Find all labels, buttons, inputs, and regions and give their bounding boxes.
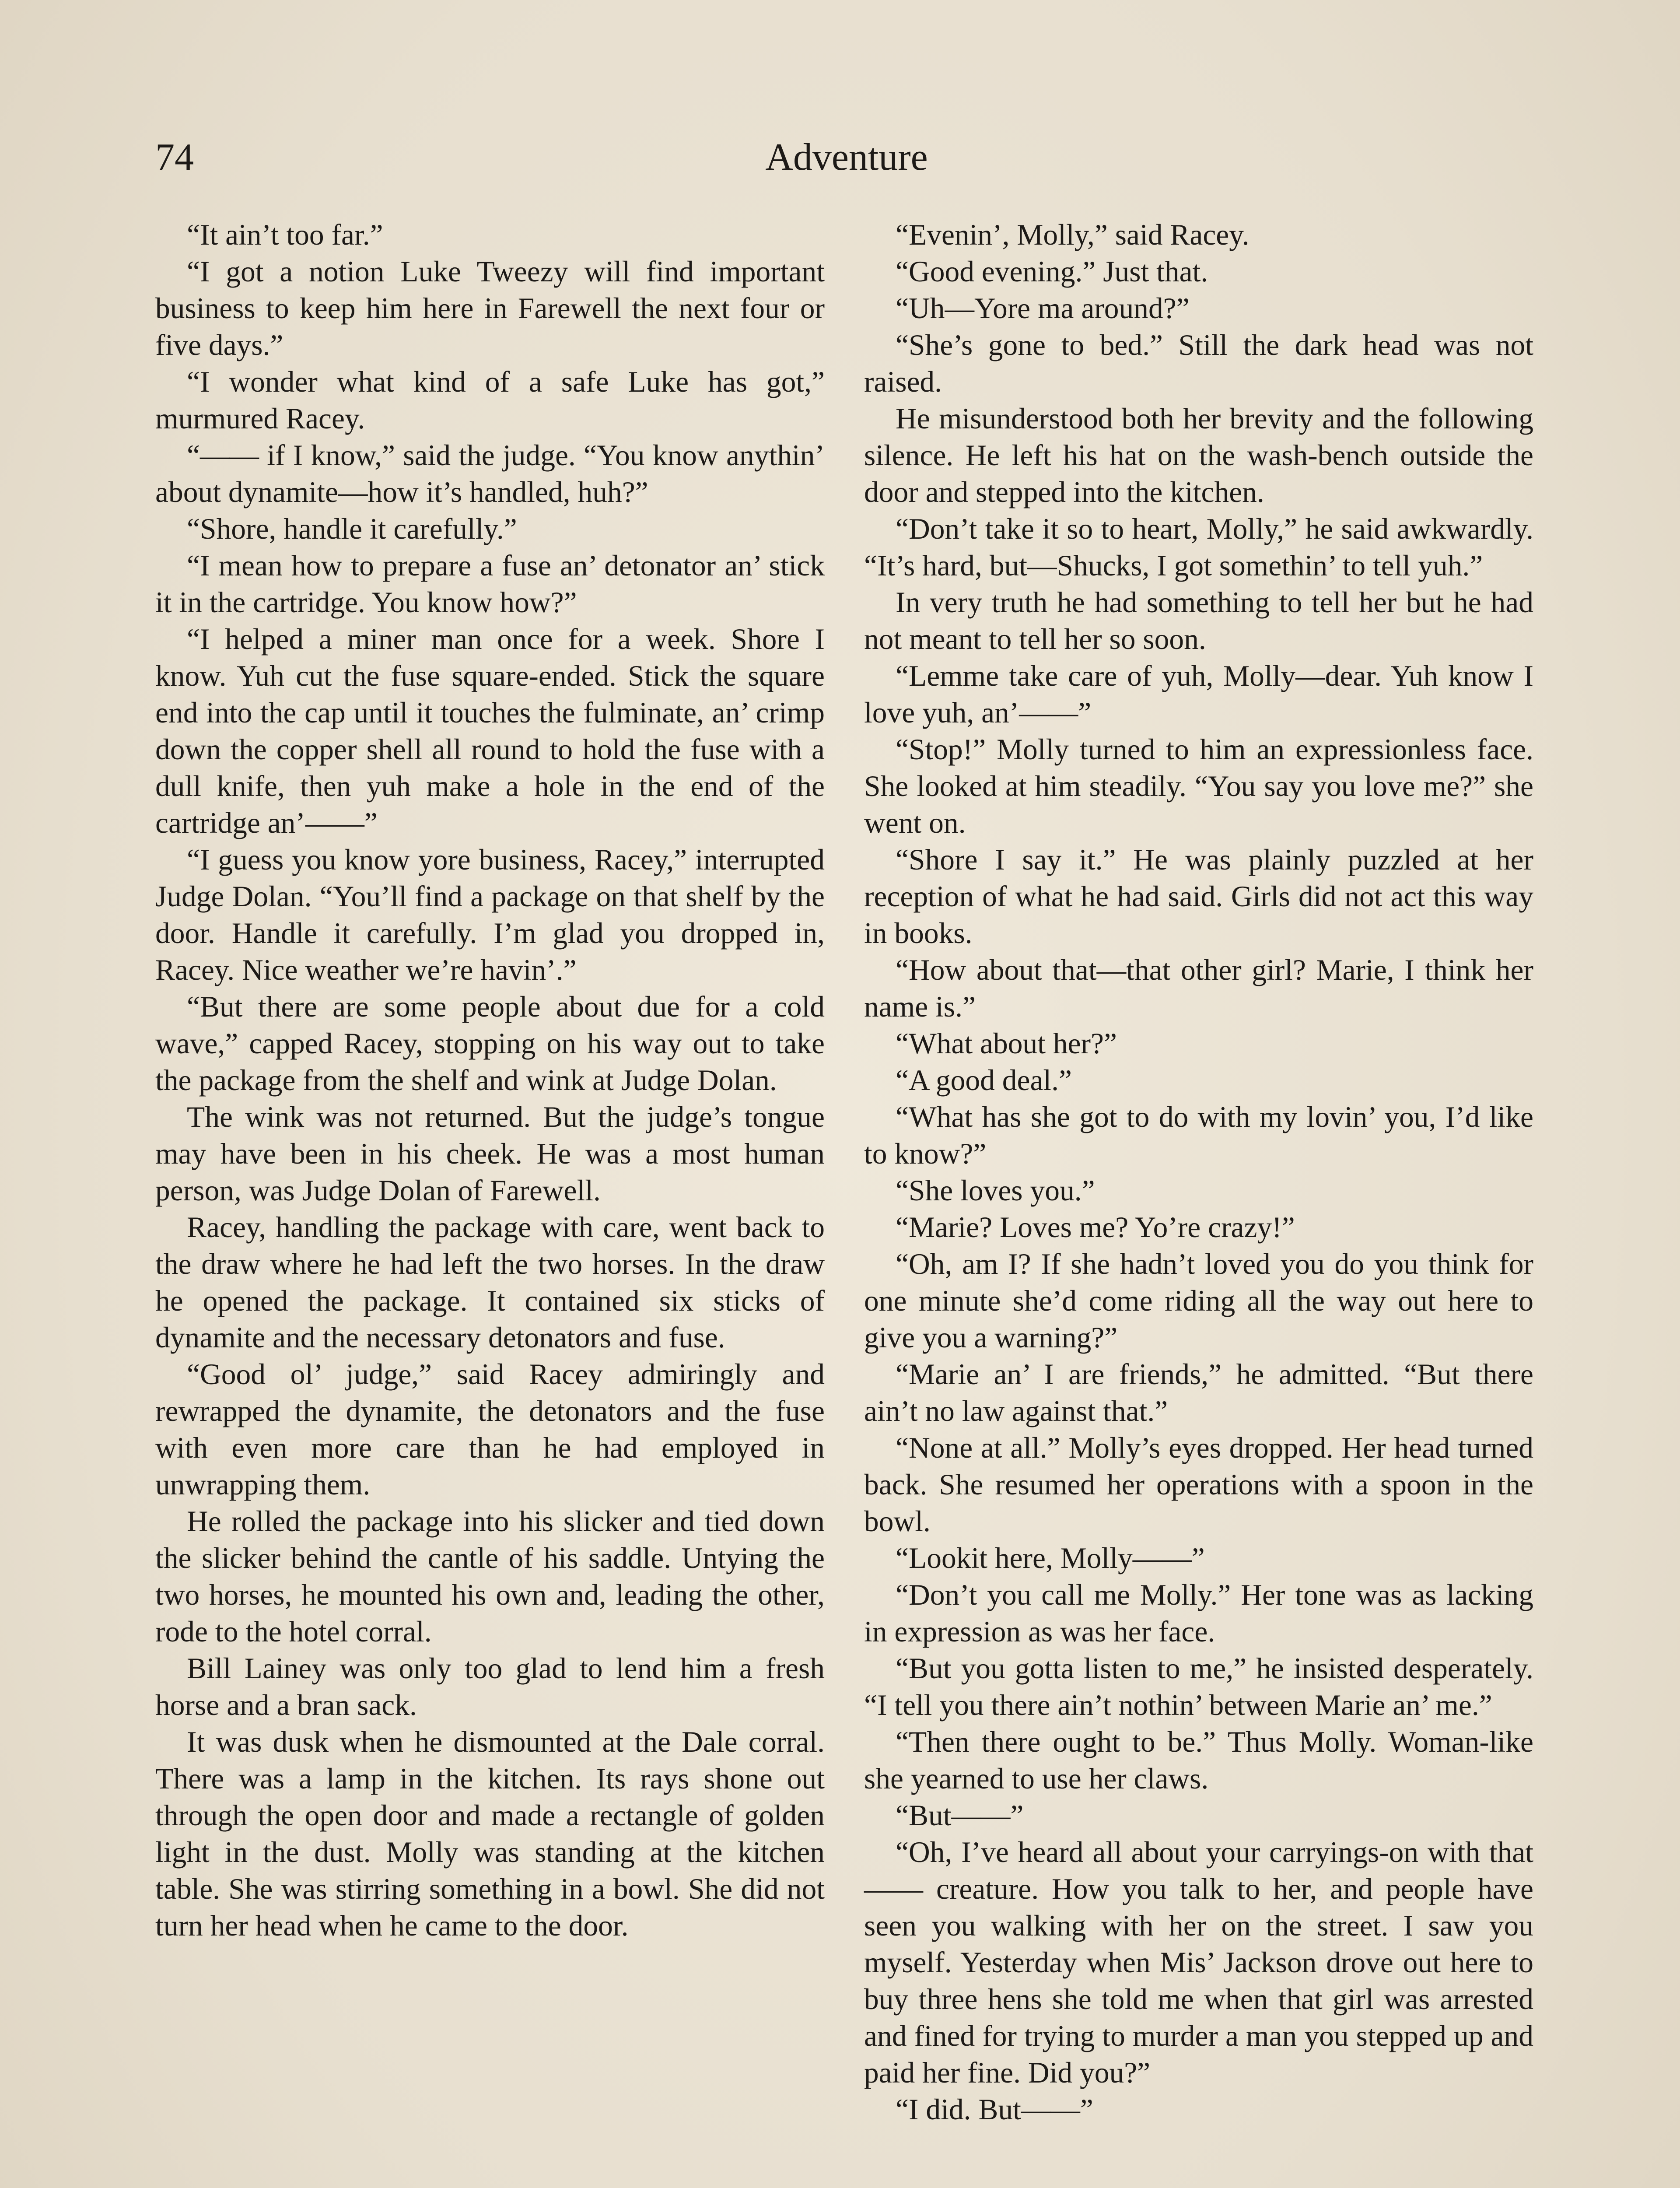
paragraph: Bill Lainey was only too glad to lend him a fresh horse and a bran sack.: [155, 1652, 825, 1722]
paragraph: “Good ol’ judge,” said Racey admiringly and rewrapped the dynamite, the detonators and the fuse with even more care than he had employed in unwrapping them.: [155, 1358, 825, 1501]
paragraph: “A good deal.”: [896, 1064, 1072, 1097]
paragraph: “—— if I know,” said the judge. “You know anythin’ about dynamite—how it’s handled, huh?”: [155, 439, 825, 508]
paragraph: Racey, handling the package with care, went back to the draw where he had left the two horses. In the draw he opened the package. It contained six sticks of dynamite and the necessary detonators and fuse.: [155, 1211, 825, 1354]
paragraph: “Evenin’, Molly,” said Racey.: [896, 218, 1250, 251]
paragraph: “How about that—that other girl? Marie, I think her name is.”: [864, 954, 1533, 1023]
paragraph: “I got a notion Luke Tweezy will find important business to keep him here in Farewell the next four or five days.”: [155, 255, 825, 361]
paragraph: “I did. But——”: [896, 2093, 1093, 2126]
paragraph: “But you gotta listen to me,” he insisted desperately. “I tell you there ain’t nothin’ between Marie an’ me.”: [864, 1652, 1533, 1722]
paragraph: “But——”: [896, 1799, 1024, 1832]
paragraph: The wink was not returned. But the judge’s tongue may have been in his cheek. He was a most human person, was Judge Dolan of Farewell.: [155, 1101, 825, 1207]
paragraph: “She loves you.”: [896, 1174, 1095, 1207]
paragraph: “Shore I say it.” He was plainly puzzled at her reception of what he had said. Girls did not act this way in books.: [864, 843, 1533, 950]
paragraph: He rolled the package into his slicker and tied down the slicker behind the cantle of his saddle. Untying the two horses, he mounted his own and, leading the other, rode to the hotel corral.: [155, 1505, 825, 1648]
paragraph: “Oh, I’ve heard all about your carryings-on with that —— creature. How you talk to her, and people have seen you walking with her on the street. I saw you myself. Yesterday when Mis’ Jackson drove out here to buy three hens she told me when that girl was arrested and fined for trying to murder a man you stepped up and paid her fine. Did you?”: [864, 1836, 1533, 2089]
paragraph: “Uh—Yore ma around?”: [896, 292, 1190, 325]
right-text-column: [864, 217, 1533, 2128]
paragraph: “Don’t take it so to heart, Molly,” he said awkwardly. “It’s hard, but—Shucks, I got somethin’ to tell yuh.”: [864, 512, 1533, 582]
paragraph: “Stop!” Molly turned to him an expressionless face. She looked at him steadily. “You say you love me?” she went on.: [864, 733, 1533, 839]
paragraph: “I wonder what kind of a safe Luke has got,” murmured Racey.: [155, 365, 825, 435]
page-number: 74: [155, 136, 194, 179]
running-title: Adventure: [765, 136, 928, 179]
paragraph: “What about her?”: [896, 1027, 1117, 1060]
page-header: [155, 127, 1538, 188]
paragraph: “Then there ought to be.” Thus Molly. Woman-like she yearned to use her claws.: [864, 1725, 1533, 1795]
paragraph: “She’s gone to bed.” Still the dark head was not raised.: [864, 329, 1533, 398]
paragraph: He misunderstood both her brevity and the following silence. He left his hat on the wash-bench outside the door and stepped into the kitchen.: [864, 402, 1533, 508]
paragraph: In very truth he had something to tell her but he had not meant to tell her so soon.: [864, 586, 1533, 656]
paragraph: “Shore, handle it carefully.”: [187, 512, 517, 545]
paragraph: “I guess you know yore business, Racey,” interrupted Judge Dolan. “You’ll find a package on that shelf by the door. Handle it carefully. I’m glad you dropped in, Racey. Nice weather we’re havin’.”: [155, 843, 825, 986]
paragraph: It was dusk when he dismounted at the Dale corral. There was a lamp in the kitchen. Its rays shone out through the open door and made a rectangle of golden light in the dust. Molly was standing at the kitchen table. She was stirring something in a bowl. She did not turn her head when he came to the door.: [155, 1725, 825, 1942]
paragraph: “Lookit here, Molly——”: [896, 1542, 1205, 1574]
paragraph: “Marie an’ I are friends,” he admitted. “But there ain’t no law against that.”: [864, 1358, 1533, 1427]
paragraph: “What has she got to do with my lovin’ you, I’d like to know?”: [864, 1101, 1533, 1170]
left-text-column: [155, 217, 825, 1944]
paragraph: “Good evening.” Just that.: [896, 255, 1208, 288]
paragraph: “Lemme take care of yuh, Molly—dear. Yuh know I love yuh, an’——”: [864, 659, 1533, 729]
paragraph: “I mean how to prepare a fuse an’ detonator an’ stick it in the cartridge. You know how?”: [155, 549, 825, 619]
paragraph: “I helped a miner man once for a week. Shore I know. Yuh cut the fuse square-ended. Stick the square end into the cap until it touches the fulminate, an’ crimp down the copper shell all round to hold the fuse with a dull knife, then yuh make a hole in the end of the cartridge an’——”: [155, 623, 825, 839]
paragraph: “Marie? Loves me? Yo’re crazy!”: [896, 1211, 1295, 1244]
paragraph: “Don’t you call me Molly.” Her tone was as lacking in expression as was her face.: [864, 1578, 1533, 1648]
paragraph: “None at all.” Molly’s eyes dropped. Her head turned back. She resumed her operations with a spoon in the bowl.: [864, 1431, 1533, 1538]
paragraph: “Oh, am I? If she hadn’t loved you do you think for one minute she’d come riding all the way out here to give you a warning?”: [864, 1248, 1533, 1354]
paragraph: “But there are some people about due for a cold wave,” capped Racey, stopping on his way out to take the package from the shelf and wink at Judge Dolan.: [155, 990, 825, 1097]
paragraph: “It ain’t too far.”: [187, 218, 383, 251]
